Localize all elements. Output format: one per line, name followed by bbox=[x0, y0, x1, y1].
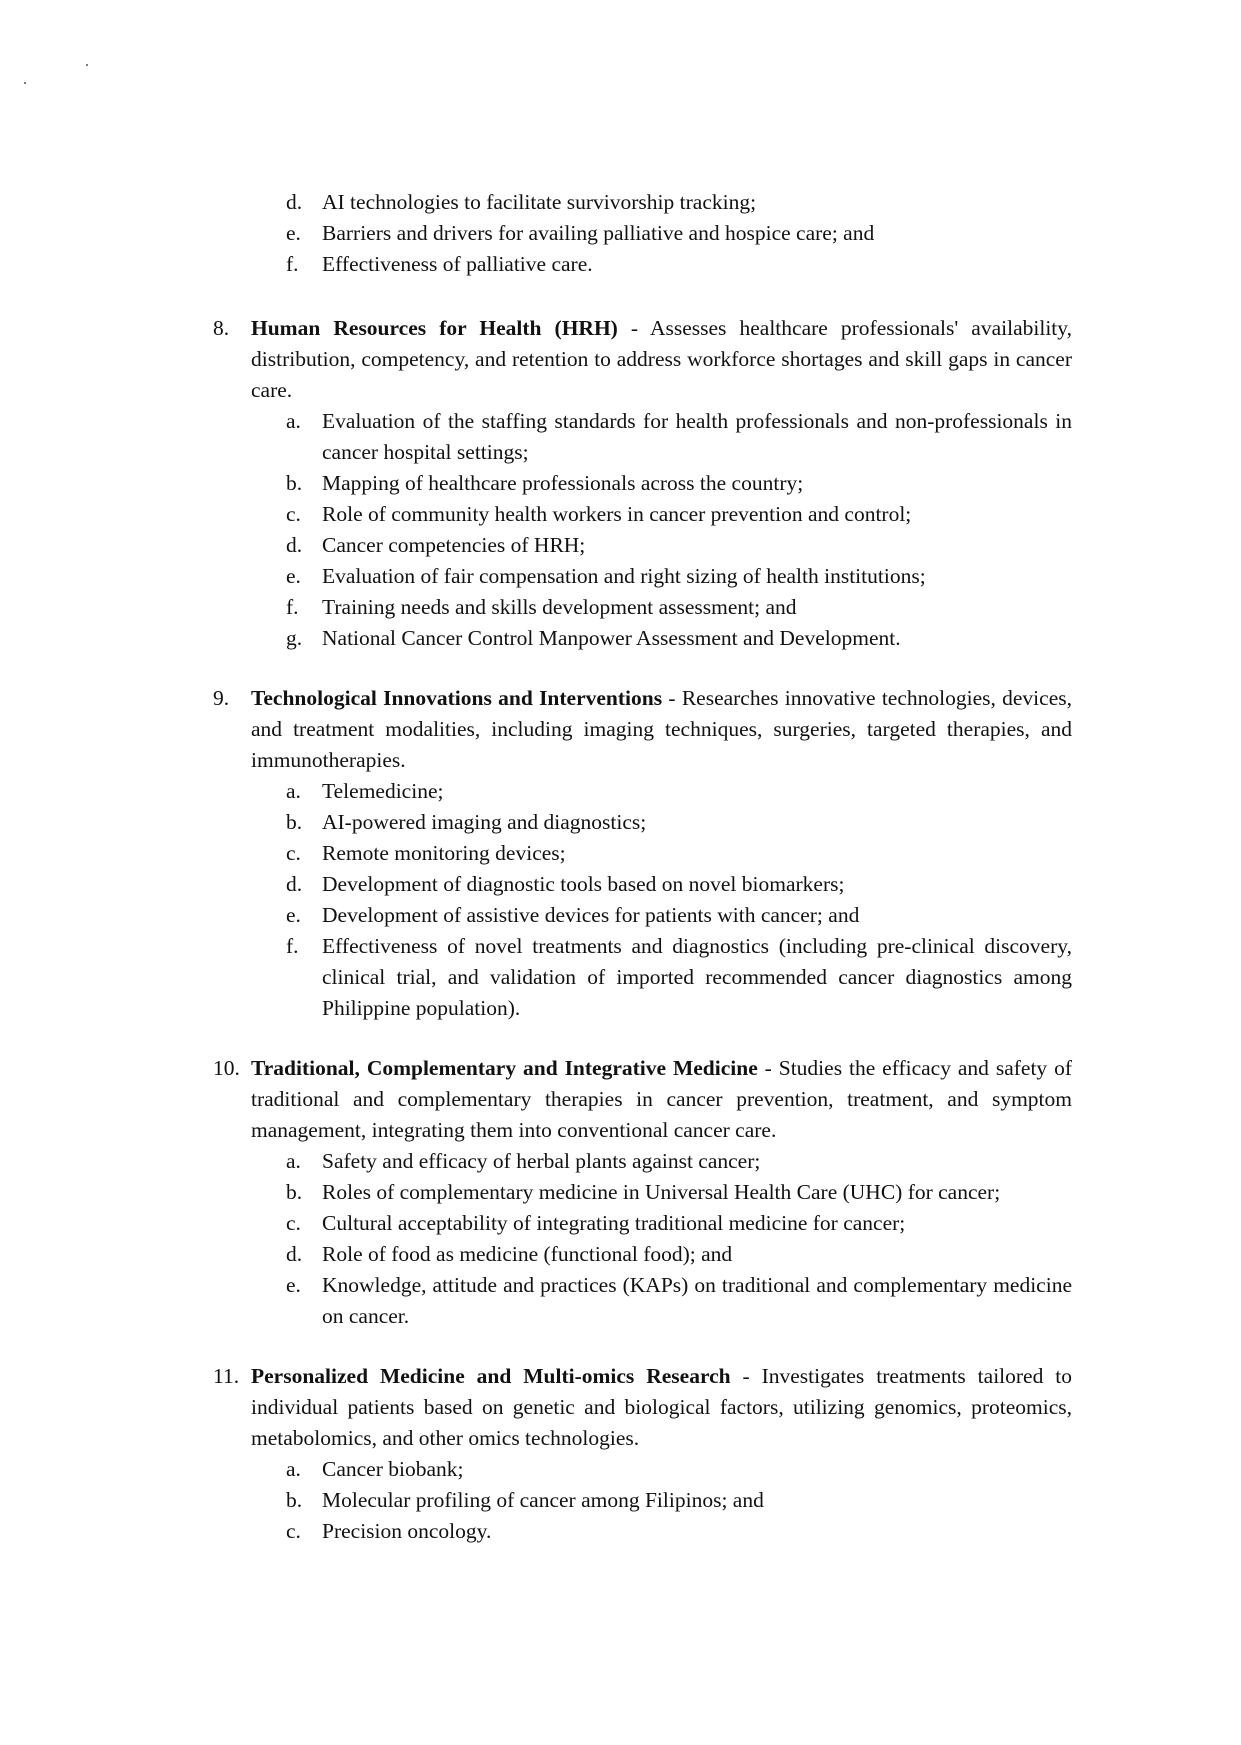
list-item bbox=[0, 530, 1241, 561]
list-item-text: Development of assistive devices for patients with cancer; and bbox=[322, 903, 860, 927]
sub-list bbox=[0, 1454, 1241, 1547]
list-marker: e. bbox=[286, 903, 301, 927]
list-marker: c. bbox=[286, 1519, 301, 1543]
continuation-list bbox=[0, 187, 1241, 280]
list-item bbox=[0, 1177, 1241, 1208]
list-item-text: National Cancer Control Manpower Assessment and Development. bbox=[322, 626, 901, 650]
list-item bbox=[0, 187, 1241, 218]
list-item bbox=[0, 561, 1241, 592]
section-description: Assesses healthcare professionals' availability, distribution, competency, and retention to address workforce shortages and skill gaps in cancer care. bbox=[251, 316, 1072, 402]
list-item bbox=[0, 406, 1241, 468]
list-marker: d. bbox=[286, 872, 303, 896]
list-item-text: AI technologies to facilitate survivorship tracking; bbox=[322, 190, 757, 214]
list-item-text: Knowledge, attitude and practices (KAPs) on traditional and complementary medicine on cancer. bbox=[322, 1273, 1072, 1328]
list-marker: b. bbox=[286, 1180, 303, 1204]
list-item-text: Role of community health workers in cancer prevention and control; bbox=[322, 502, 912, 526]
list-marker: a. bbox=[286, 779, 301, 803]
list-item bbox=[0, 623, 1241, 654]
sections-container bbox=[0, 313, 1241, 1547]
list-item bbox=[0, 218, 1241, 249]
list-item-text: Development of diagnostic tools based on novel biomarkers; bbox=[322, 872, 845, 896]
list-marker: a. bbox=[286, 1149, 301, 1173]
sub-list bbox=[0, 406, 1241, 654]
list-item bbox=[0, 900, 1241, 931]
list-item-text: Evaluation of the staffing standards for health professionals and non-professionals in cancer hospital settings; bbox=[322, 409, 1072, 464]
section-separator: - bbox=[662, 686, 682, 710]
list-marker: e. bbox=[286, 564, 301, 588]
list-marker: b. bbox=[286, 471, 303, 495]
list-item-text: Mapping of healthcare professionals across the country; bbox=[322, 471, 804, 495]
list-item bbox=[0, 1239, 1241, 1270]
sub-list bbox=[0, 776, 1241, 1024]
list-marker: b. bbox=[286, 1488, 303, 1512]
list-marker: f. bbox=[286, 595, 299, 619]
list-item bbox=[0, 1516, 1241, 1547]
list-marker: e. bbox=[286, 221, 301, 245]
list-item bbox=[0, 249, 1241, 280]
section-separator: - bbox=[757, 1056, 779, 1080]
section-heading bbox=[0, 1053, 1241, 1146]
list-item-text: Effectiveness of novel treatments and diagnostics (including pre-clinical discovery, clinical trial, and validation of imported recommended cancer diagnostics among Philippine population). bbox=[322, 934, 1072, 1020]
list-item bbox=[0, 499, 1241, 530]
list-marker: d. bbox=[286, 1242, 303, 1266]
section-heading bbox=[0, 683, 1241, 776]
list-item-text: Role of food as medicine (functional food); and bbox=[322, 1242, 733, 1266]
list-item bbox=[0, 468, 1241, 499]
list-marker: c. bbox=[286, 841, 301, 865]
list-item-text: Telemedicine; bbox=[322, 779, 444, 803]
section-paragraph bbox=[251, 683, 1072, 776]
list-item-text: Roles of complementary medicine in Universal Health Care (UHC) for cancer; bbox=[322, 1180, 1001, 1204]
list-item-text: Barriers and drivers for availing palliative and hospice care; and bbox=[322, 221, 875, 245]
list-marker: c. bbox=[286, 1211, 301, 1235]
list-marker: f. bbox=[286, 252, 299, 276]
section-paragraph bbox=[251, 1053, 1072, 1146]
list-marker: f. bbox=[286, 934, 299, 958]
list-item-text: Training needs and skills development assessment; and bbox=[322, 595, 797, 619]
scan-speck bbox=[86, 64, 88, 66]
list-item bbox=[0, 1208, 1241, 1239]
section-heading bbox=[0, 313, 1241, 406]
list-item bbox=[0, 1454, 1241, 1485]
list-marker: b. bbox=[286, 810, 303, 834]
section-separator: - bbox=[617, 316, 650, 340]
list-item-text: Safety and efficacy of herbal plants against cancer; bbox=[322, 1149, 761, 1173]
list-marker: e. bbox=[286, 1273, 301, 1297]
list-marker: c. bbox=[286, 502, 301, 526]
section-separator: - bbox=[730, 1364, 762, 1388]
section-traditional-medicine bbox=[0, 1053, 1241, 1332]
list-item bbox=[0, 1146, 1241, 1177]
section-description: Studies the efficacy and safety of traditional and complementary therapies in cancer prevention, treatment, and symptom management, integrating them into conventional cancer care. bbox=[251, 1056, 1072, 1142]
section-title: Human Resources for Health (HRH) bbox=[251, 316, 618, 340]
section-number: 10. bbox=[213, 1056, 240, 1080]
list-item-text: Cultural acceptability of integrating traditional medicine for cancer; bbox=[322, 1211, 906, 1235]
list-item bbox=[0, 838, 1241, 869]
list-item-text: Cancer biobank; bbox=[322, 1457, 464, 1481]
list-marker: d. bbox=[286, 190, 303, 214]
list-item-text: Molecular profiling of cancer among Filipinos; and bbox=[322, 1488, 764, 1512]
section-title: Traditional, Complementary and Integrative Medicine bbox=[251, 1056, 758, 1080]
list-item-text: Effectiveness of palliative care. bbox=[322, 252, 593, 276]
section-number: 8. bbox=[213, 316, 230, 340]
list-item bbox=[0, 592, 1241, 623]
section-number: 9. bbox=[213, 686, 230, 710]
section-personalized-medicine bbox=[0, 1361, 1241, 1547]
section-heading bbox=[0, 1361, 1241, 1454]
list-item-text: Precision oncology. bbox=[322, 1519, 492, 1543]
list-marker: g. bbox=[286, 626, 303, 650]
section-paragraph bbox=[251, 1361, 1072, 1454]
section-title: Technological Innovations and Interventions bbox=[251, 686, 663, 710]
section-description: Investigates treatments tailored to individual patients based on genetic and biological factors, utilizing genomics, proteomics, metabolomics, and other omics technologies. bbox=[251, 1364, 1072, 1450]
list-item bbox=[0, 931, 1241, 1024]
list-item-text: Evaluation of fair compensation and right sizing of health institutions; bbox=[322, 564, 926, 588]
list-item bbox=[0, 1485, 1241, 1516]
section-hrh bbox=[0, 313, 1241, 654]
sub-list bbox=[0, 1146, 1241, 1332]
list-item bbox=[0, 1270, 1241, 1332]
list-item-text: AI-powered imaging and diagnostics; bbox=[322, 810, 647, 834]
section-title: Personalized Medicine and Multi-omics Research bbox=[251, 1364, 731, 1388]
section-tech-innovations bbox=[0, 683, 1241, 1024]
list-item bbox=[0, 776, 1241, 807]
list-item-text: Remote monitoring devices; bbox=[322, 841, 566, 865]
list-marker: d. bbox=[286, 533, 303, 557]
list-marker: a. bbox=[286, 1457, 301, 1481]
section-paragraph bbox=[251, 313, 1072, 406]
section-description: Researches innovative technologies, devices, and treatment modalities, including imaging techniques, surgeries, targeted therapies, and immunotherapies. bbox=[251, 686, 1072, 772]
scan-speck bbox=[24, 82, 26, 84]
list-item-text: Cancer competencies of HRH; bbox=[322, 533, 586, 557]
list-marker: a. bbox=[286, 409, 301, 433]
list-item bbox=[0, 869, 1241, 900]
section-number: 11. bbox=[213, 1364, 240, 1388]
list-item bbox=[0, 807, 1241, 838]
